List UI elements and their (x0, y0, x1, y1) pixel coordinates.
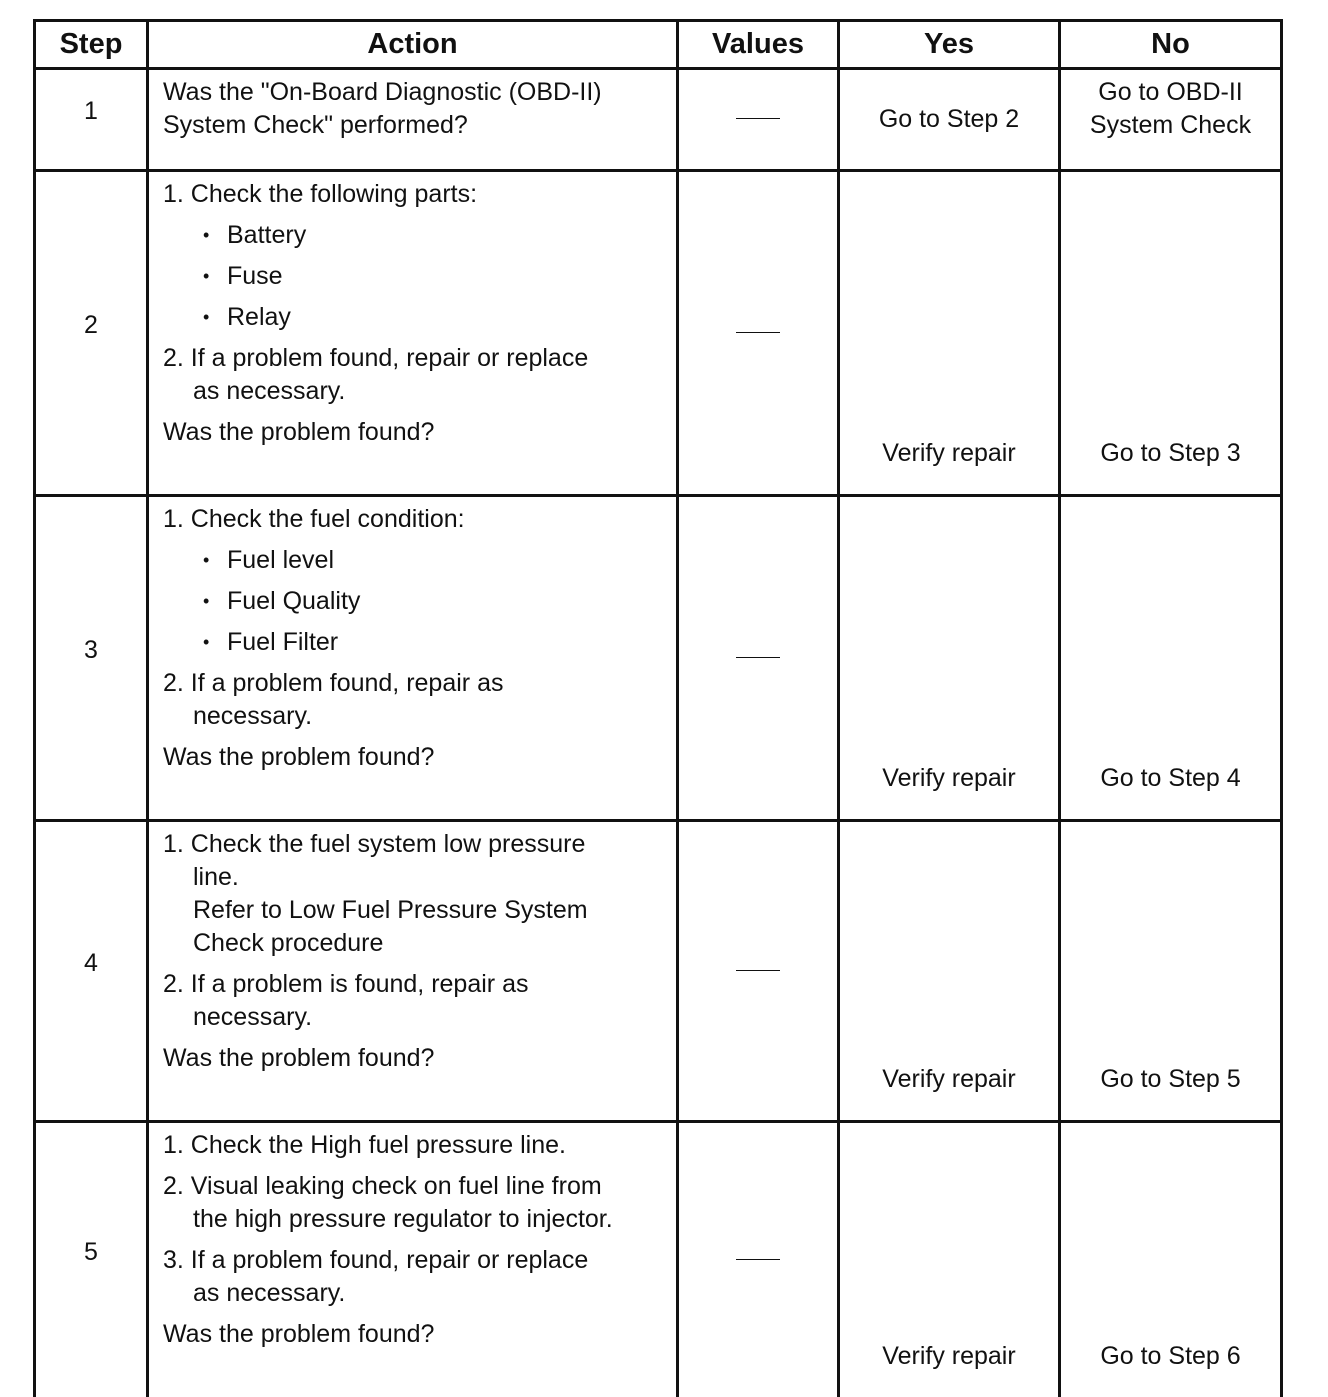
step-number: 2 (35, 171, 148, 496)
action-cell (148, 496, 678, 821)
bullet-item: • Fuel level (163, 544, 666, 577)
values-dash (736, 1259, 780, 1260)
action-item: 1. Check the fuel condition: (163, 503, 666, 536)
action-item: 1. Check the fuel system low pressure (163, 828, 666, 861)
bullet-item: • Fuse (163, 260, 666, 293)
table-row (35, 821, 1282, 1122)
no-cell: Go to Step 5 (1060, 821, 1282, 1122)
step-number: 3 (35, 496, 148, 821)
action-item: 2. Visual leaking check on fuel line from (163, 1170, 666, 1203)
action-item-cont: Check procedure (163, 927, 666, 960)
action-cell (148, 821, 678, 1122)
bullet-item: • Battery (163, 219, 666, 252)
values-dash (736, 118, 780, 119)
values-cell (678, 496, 839, 821)
action-item: 2. If a problem is found, repair as (163, 968, 666, 1001)
yes-cell: Verify repair (839, 821, 1060, 1122)
no-line: System Check (1061, 109, 1280, 142)
header-row (35, 21, 1282, 69)
no-cell: Go to Step 3 (1060, 171, 1282, 496)
action-question: Was the problem found? (163, 741, 666, 774)
table-row (35, 69, 1282, 171)
step-number: 5 (35, 1122, 148, 1397)
table-row (35, 1122, 1282, 1397)
action-item: 1. Check the High fuel pressure line. (163, 1129, 666, 1162)
no-cell (1060, 69, 1282, 171)
action-line: Was the "On-Board Diagnostic (OBD-II) (163, 76, 666, 109)
table-row (35, 171, 1282, 496)
header-values: Values (678, 21, 839, 69)
action-item-cont: necessary. (163, 1001, 666, 1034)
yes-cell: Verify repair (839, 171, 1060, 496)
action-line: System Check" performed? (163, 109, 666, 142)
action-cell (148, 171, 678, 496)
values-dash (736, 657, 780, 658)
table-row (35, 496, 1282, 821)
action-question: Was the problem found? (163, 1318, 666, 1351)
values-dash (736, 970, 780, 971)
action-item-cont: as necessary. (163, 1277, 666, 1310)
bullet-item: • Fuel Quality (163, 585, 666, 618)
action-cell (148, 69, 678, 171)
yes-cell: Verify repair (839, 1122, 1060, 1397)
step-number: 4 (35, 821, 148, 1122)
action-question: Was the problem found? (163, 1042, 666, 1075)
header-step: Step (35, 21, 148, 69)
action-item-cont: line. (163, 861, 666, 894)
action-item: 2. If a problem found, repair as (163, 667, 666, 700)
action-item: 1. Check the following parts: (163, 178, 666, 211)
bullet-item: • Relay (163, 301, 666, 334)
action-item: 2. If a problem found, repair or replace (163, 342, 666, 375)
no-cell: Go to Step 6 (1060, 1122, 1282, 1397)
yes-cell: Go to Step 2 (839, 69, 1060, 171)
step-number: 1 (35, 69, 148, 171)
diagnostic-table (33, 19, 1283, 1397)
values-cell (678, 171, 839, 496)
action-question: Was the problem found? (163, 416, 666, 449)
values-cell (678, 821, 839, 1122)
no-cell: Go to Step 4 (1060, 496, 1282, 821)
action-item-cont: Refer to Low Fuel Pressure System (163, 894, 666, 927)
action-item-cont: the high pressure regulator to injector. (163, 1203, 666, 1236)
action-cell (148, 1122, 678, 1397)
header-no: No (1060, 21, 1282, 69)
header-action: Action (148, 21, 678, 69)
bullet-item: • Fuel Filter (163, 626, 666, 659)
action-item: 3. If a problem found, repair or replace (163, 1244, 666, 1277)
no-line: Go to OBD-II (1061, 76, 1280, 109)
values-cell (678, 69, 839, 171)
header-yes: Yes (839, 21, 1060, 69)
values-dash (736, 332, 780, 333)
action-item-cont: as necessary. (163, 375, 666, 408)
action-item-cont: necessary. (163, 700, 666, 733)
yes-cell: Verify repair (839, 496, 1060, 821)
values-cell (678, 1122, 839, 1397)
